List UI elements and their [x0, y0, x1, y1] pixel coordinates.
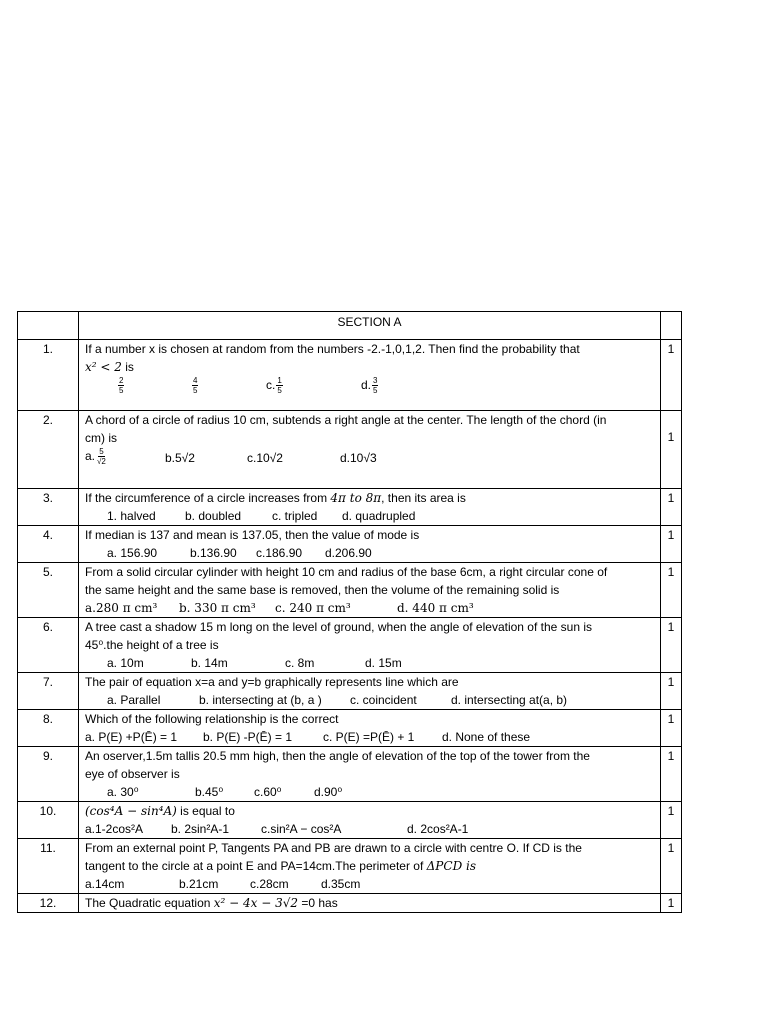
option-c: c.28cm [250, 877, 289, 891]
question-marks: 1 [661, 489, 682, 526]
options-row [85, 691, 656, 709]
option-b [191, 376, 199, 395]
question-marks: 1 [661, 839, 682, 894]
option-b: b.136.90 [190, 546, 237, 560]
options-row [85, 376, 656, 406]
options-row [85, 544, 656, 562]
header-num-cell [18, 312, 79, 340]
option-d: d. intersecting at(a, b) [451, 693, 568, 707]
option-b: b.21cm [179, 877, 219, 891]
question-text-line2: tangent to the circle at a point E and PA=14cm.The perimeter of ΔPCD is [85, 859, 476, 873]
fraction: $\frac{2}{5}$ [119, 376, 124, 396]
fraction: $\frac{5}{√2}$ [97, 447, 106, 467]
option-a: a. Parallel [107, 693, 161, 707]
math-expression: ΔPCD is [426, 859, 476, 873]
options-row [85, 599, 656, 617]
question-row [18, 618, 682, 673]
question-body [79, 747, 661, 802]
option-d: d. quadrupled [342, 509, 416, 523]
question-text: A tree cast a shadow 15 m long on the level of ground, when the angle of elevation of the sun is [85, 620, 592, 634]
option-b: b. intersecting at (b, a ) [199, 693, 322, 707]
option-a: a. 10m [107, 656, 144, 670]
question-number: 8. [18, 710, 79, 747]
option-d: d.90⁰ [314, 785, 343, 799]
options-row [85, 507, 656, 525]
question-row [18, 340, 682, 411]
question-body [79, 563, 661, 618]
question-text: From a solid circular cylinder with height 10 cm and radius of the base 6cm, a right circular cone of [85, 565, 608, 579]
option-d: d. None of these [442, 730, 531, 744]
question-body [79, 894, 661, 913]
option-d: d.10√3 [340, 451, 377, 465]
question-number: 12. [18, 894, 79, 913]
question-table [17, 311, 682, 913]
option-c: c. $\frac{1}{5}$ [266, 376, 282, 396]
option-b: b. 14m [191, 656, 228, 670]
question-row [18, 411, 682, 489]
question-text: The pair of equation x=a and y=b graphically represents line which are [85, 675, 459, 689]
question-number: 6. [18, 618, 79, 673]
math-expression: x² − 4x − 3√2 [213, 896, 299, 910]
option-c: c.60⁰ [254, 785, 282, 799]
options-row [85, 820, 656, 838]
question-row [18, 673, 682, 710]
question-marks: 1 [661, 563, 682, 618]
question-text: From an external point P, Tangents PA and PB are drawn to a circle with centre O. If CD is the [85, 841, 582, 855]
option-c: c. tripled [272, 509, 318, 523]
question-body [79, 340, 661, 411]
question-marks: 1 [661, 747, 682, 802]
question-number: 3. [18, 489, 79, 526]
option-b: b. 330 π cm³ [179, 601, 256, 615]
fraction: $\frac{4}{5}$ [193, 376, 198, 396]
question-text: An oserver,1.5m tallis 20.5 mm high, then the angle of elevation of the top of the tower from the [85, 749, 590, 763]
option-d: d. $\frac{3}{5}$ [361, 376, 378, 396]
option-c: c.sin²A − cos²A [261, 822, 342, 836]
question-number: 7. [18, 673, 79, 710]
question-body [79, 618, 661, 673]
options-row [85, 728, 656, 746]
option-c: c. 8m [285, 656, 315, 670]
question-number: 4. [18, 526, 79, 563]
question-number: 11. [18, 839, 79, 894]
question-row [18, 563, 682, 618]
fraction: $\frac{3}{5}$ [373, 376, 378, 396]
option-b: b. P(E) -P(Ē) = 1 [203, 730, 293, 744]
option-b: b.5√2 [165, 451, 195, 465]
option-c: c.10√2 [247, 451, 283, 465]
option-b: b.45⁰ [195, 785, 224, 799]
question-row [18, 747, 682, 802]
question-number: 2. [18, 411, 79, 489]
question-body [79, 489, 661, 526]
option-d: d. 2cos²A-1 [407, 822, 469, 836]
question-marks: 1 [661, 802, 682, 839]
question-row [18, 710, 682, 747]
question-body [79, 526, 661, 563]
question-text: A chord of a circle of radius 10 cm, subtends a right angle at the center. The length of the chord (in [85, 413, 607, 427]
options-row [85, 783, 656, 801]
option-d: d.35cm [321, 877, 361, 891]
question-marks: 1 [661, 710, 682, 747]
option-c: c. coincident [350, 693, 417, 707]
option-a: a. 30⁰ [107, 785, 139, 799]
question-text-tail: is [121, 360, 134, 374]
question-row [18, 526, 682, 563]
question-text: If median is 137 and mean is 137.05, then the value of mode is [85, 528, 420, 542]
option-a: a. 156.90 [107, 546, 158, 560]
question-text-line2: cm) is [85, 431, 117, 445]
option-d: d.206.90 [325, 546, 372, 560]
math-expression: (cos⁴A − sin⁴A) [85, 804, 177, 818]
question-number: 5. [18, 563, 79, 618]
option-b: b. 2sin²A-1 [171, 822, 230, 836]
question-text: (cos⁴A − sin⁴A) is equal to [85, 804, 235, 818]
option-a [117, 376, 125, 395]
question-body [79, 673, 661, 710]
question-text-line2: the same height and the same base is removed, then the volume of the remaining solid is [85, 583, 560, 597]
question-number: 10. [18, 802, 79, 839]
question-row [18, 489, 682, 526]
question-marks: 1 [661, 673, 682, 710]
math-expression: 4π to 8π [330, 491, 382, 505]
question-number: 1. [18, 340, 79, 411]
question-text: If a number x is chosen at random from the numbers -2.-1,0,1,2. Then find the probability that [85, 342, 580, 356]
question-row [18, 839, 682, 894]
option-b: b. doubled [185, 509, 242, 523]
option-c: c. 240 π cm³ [275, 601, 351, 615]
options-row [85, 875, 656, 893]
option-a: a. $\frac{5}{√2}$ [85, 447, 106, 467]
option-c: c. P(E) =P(Ē) + 1 [323, 730, 415, 744]
question-marks: 1 [661, 340, 682, 411]
question-body [79, 411, 661, 489]
option-a: a. P(E) +P(Ē) = 1 [85, 730, 178, 744]
question-body [79, 710, 661, 747]
question-row [18, 802, 682, 839]
option-a: a.1-2cos²A [85, 822, 144, 836]
question-row [18, 894, 682, 913]
question-text-line2: eye of observer is [85, 767, 180, 781]
options-row [85, 654, 656, 672]
question-marks: 1 [661, 618, 682, 673]
section-title: SECTION A [79, 312, 661, 340]
question-text-line2 [85, 358, 656, 376]
fraction: $\frac{1}{5}$ [277, 376, 282, 396]
option-c: c.186.90 [256, 546, 303, 560]
question-text: The Quadratic equation x² − 4x − 3√2 =0 has [85, 896, 338, 910]
math-expression: x² < 2 [85, 360, 122, 374]
header-marks-cell [661, 312, 682, 340]
option-a: 1. halved [107, 509, 156, 523]
question-text-line2: 45⁰.the height of a tree is [85, 638, 219, 652]
question-body [79, 839, 661, 894]
question-marks: 1 [661, 894, 682, 913]
question-marks: 1 [661, 411, 682, 489]
question-text: If the circumference of a circle increases from 4π to 8π, then its area is [85, 491, 466, 505]
question-body [79, 802, 661, 839]
option-a: a.14cm [85, 877, 125, 891]
option-d: d. 440 π cm³ [397, 601, 474, 615]
question-text: Which of the following relationship is the correct [85, 712, 339, 726]
question-marks: 1 [661, 526, 682, 563]
section-header-row [18, 312, 682, 340]
question-number: 9. [18, 747, 79, 802]
options-row [85, 447, 656, 469]
option-d: d. 15m [365, 656, 402, 670]
option-a: a.280 π cm³ [85, 601, 158, 615]
